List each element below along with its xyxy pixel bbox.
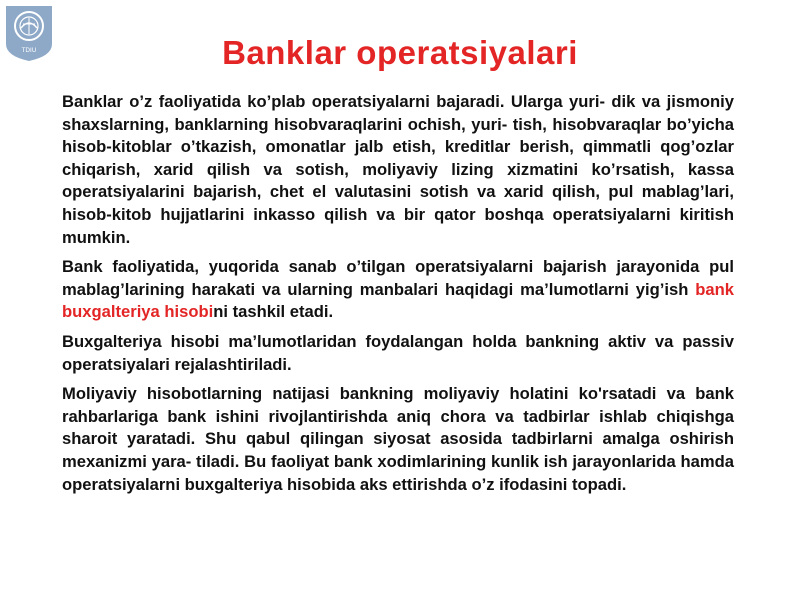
paragraph-accounting xyxy=(62,256,734,324)
slide-title: Banklar operatsiyalari xyxy=(222,34,578,71)
slide-body xyxy=(62,91,734,503)
highlighted-term: bank buxgalteriya hisobi xyxy=(62,279,734,322)
paragraph-accounting-text-start: Bank faoliyatida, yuqorida sanab o’tilgan operatsiyalarni bajarish jarayonida pul mablag’larining harakati va ularning manbalari haqidagi ma’lumotlarni yig’ish xyxy=(62,257,734,299)
paragraph-reporting: Moliyaviy hisobotlarning natijasi bankning moliyaviy holatini ko'rsatadi va bank rahbarlariga bank ishini rivojlantirishda aniq chora va tadbirlar ishlab chiqishga sharoit yaratadi. Shu qabul qilingan siyosat asosida tadbirlarni amalga oshirish mexanizmi yara- tiladi. Bu faoliyat bank xodimlarining kunlik ish jarayonlarida hamda operatsiyalarni buxgalteriya hisobida aks ettirishda o’z ifodasini topadi. xyxy=(62,384,734,494)
logo-caption: TDIU xyxy=(21,47,37,54)
paragraph-accounting-text-end: ni tashkil etadi. xyxy=(213,302,334,322)
paragraph-operations: Banklar o’z faoliyatida ko’plab operatsiyalarni bajaradi. Ularga yuri- dik va jismoniy shaxslarning, banklarning hisobvaraqlarini ochish, yuri- tish, hisobvaraqlar bo’yicha hisob-kitoblar o’tkazish, omonatlar jalb etish, kreditlar berish, qimmatli qog’ozlar chiqarish, xarid qilish va sotish, moliyaviy lizing xizmatini ko’rsatish, kassa operatsiyalarini bajarish, chet el valutasini sotish va xarid qilish, pul mablag’lari, hisob-kitob hujjatlarini inkasso qilish va bir qator boshqa operatsiyalarni kiritish mumkin. xyxy=(62,92,734,247)
paragraph-planning: Buxgalteriya hisobi ma’lumotlaridan foydalangan holda bankning aktiv va passiv operatsiyalari rejalashtiriladi. xyxy=(62,331,734,374)
